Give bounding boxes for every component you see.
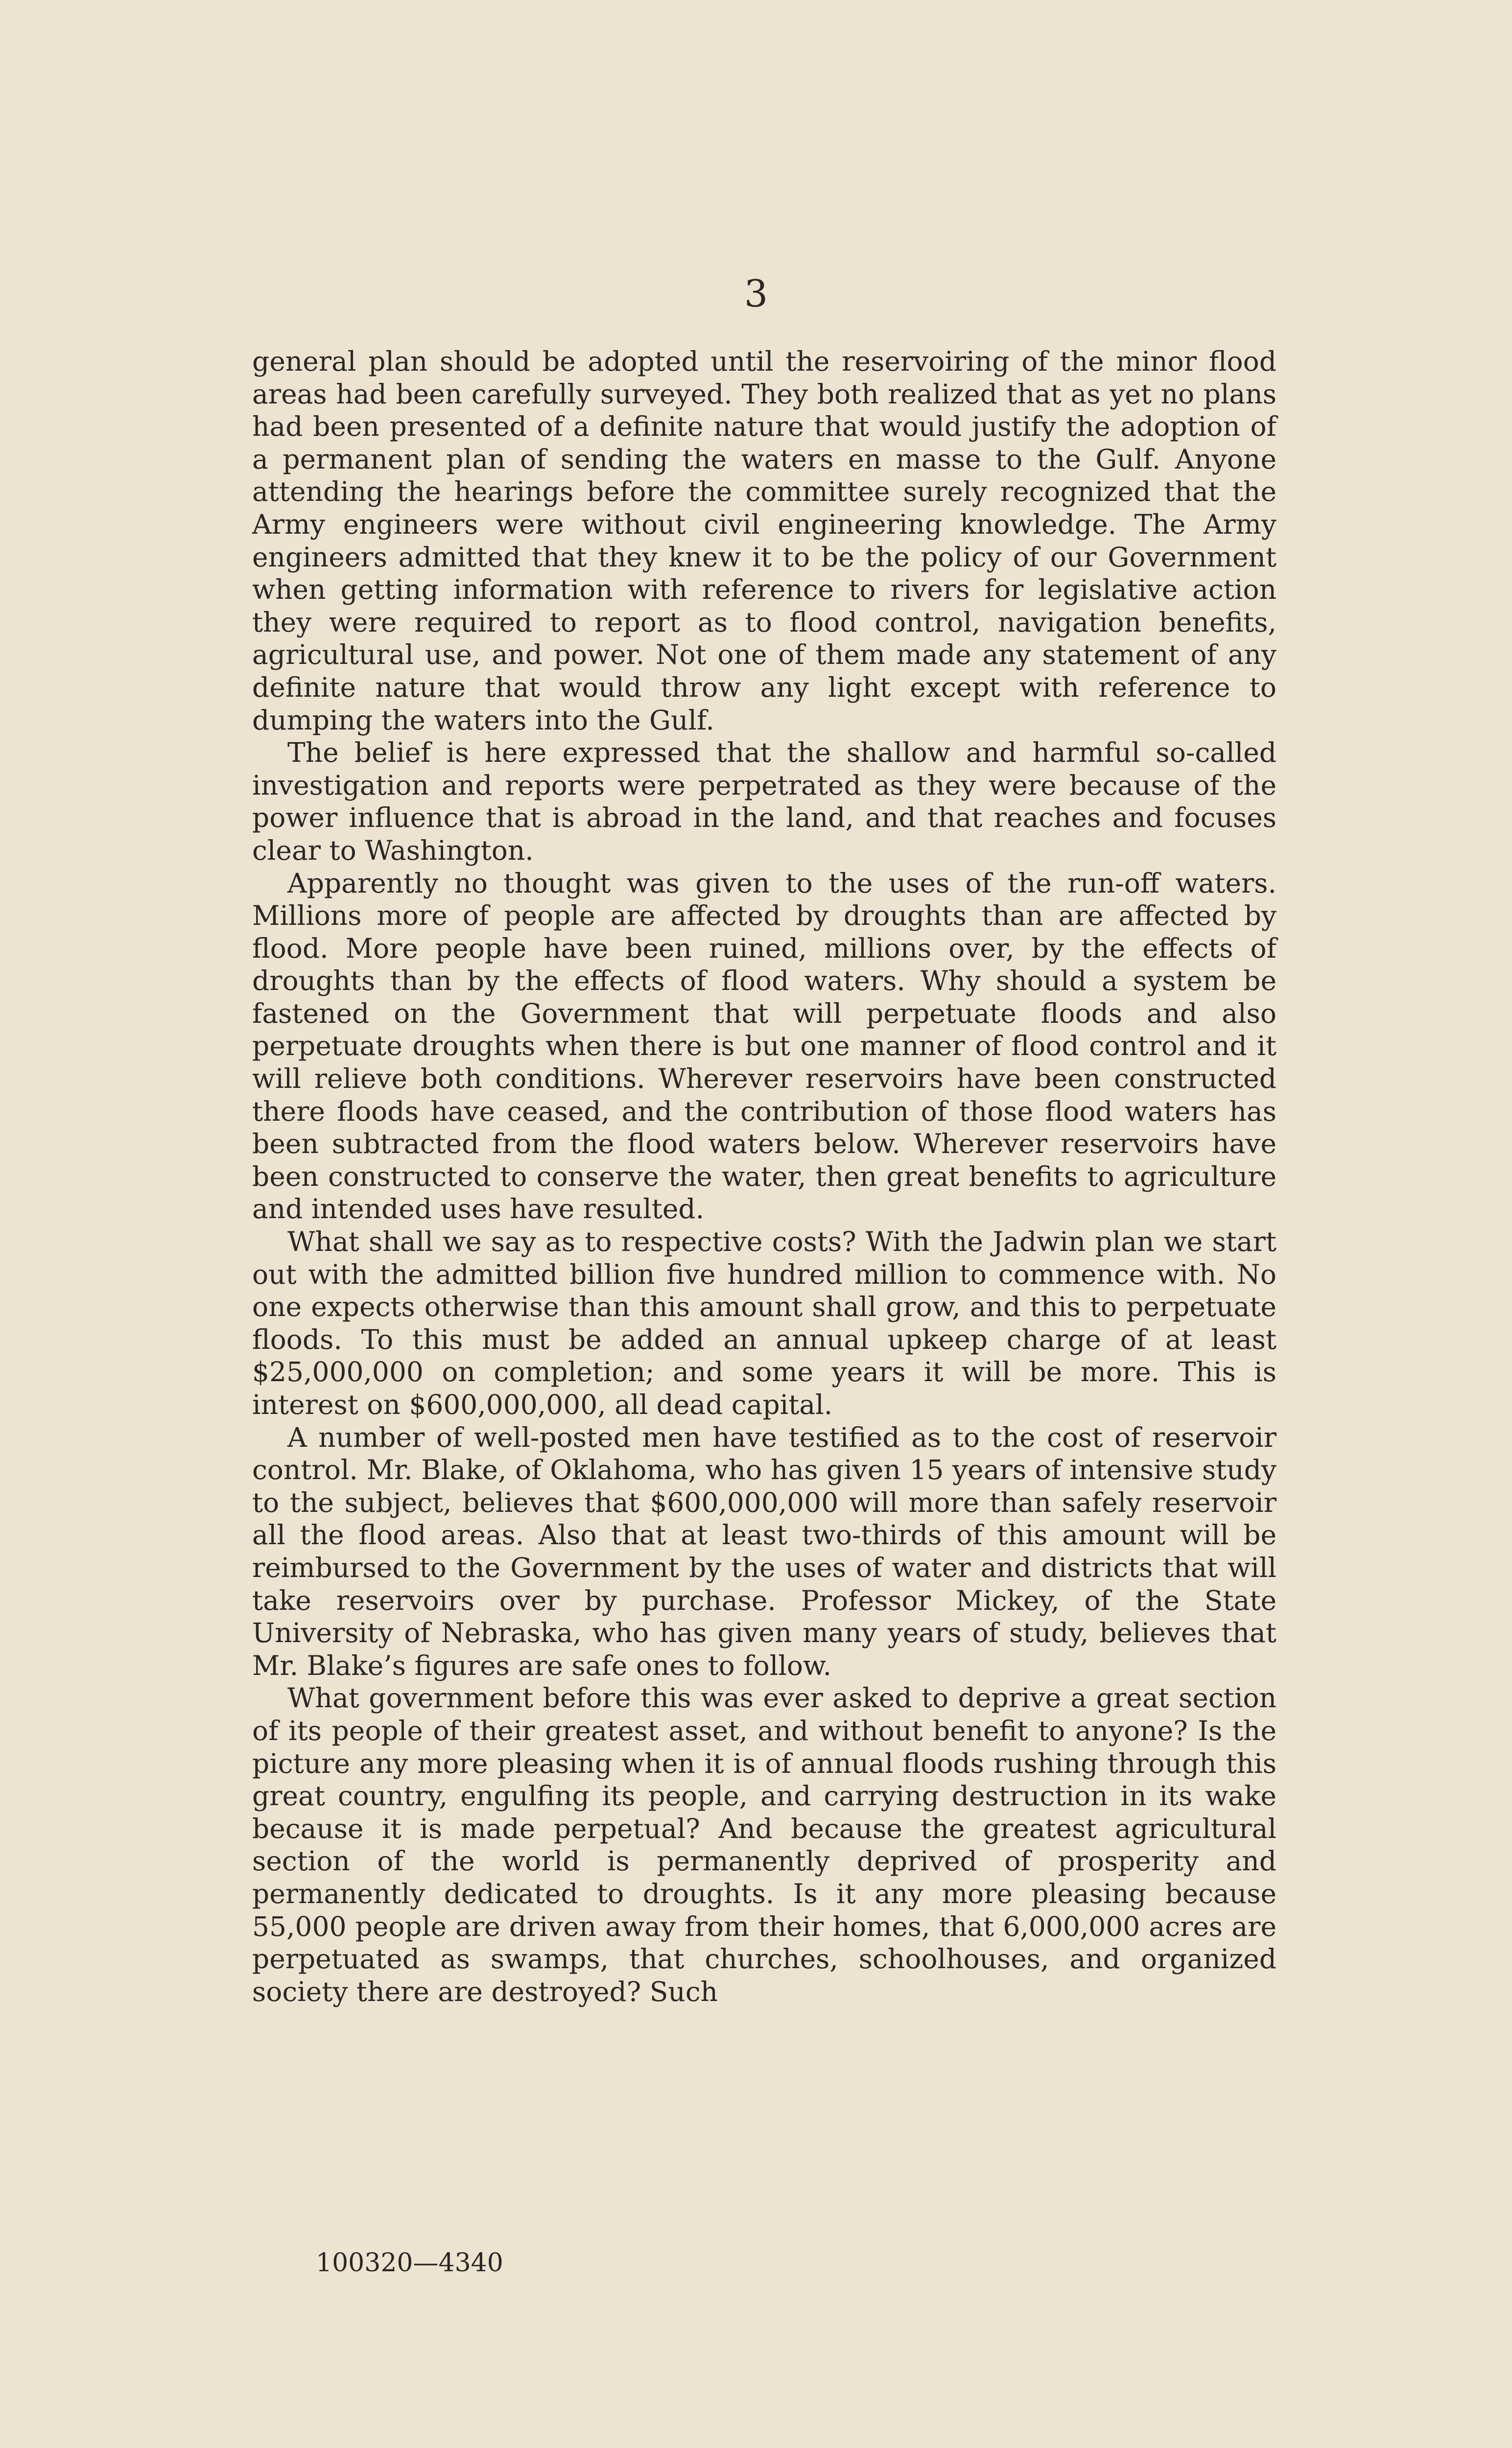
paragraph-4: What shall we say as to respective costs? With the Jadwin plan we start out with the admitted billion five hundred million to commence with. No one expects otherwise than this amount shall grow, and this to perpetuate floods. To this must be added an annual upkeep charge of at least $25,000,000 on completion; and some years it will be more. This is interest on $600,000,000, all dead capital. xyxy=(252,1226,1276,1420)
paragraph-5: A number of well-posted men have testified as to the cost of reservoir control. Mr. Blake, of Oklahoma, who has given 15 years of intensive study to the subject, believes that $600,000,000 will more than safely reservoir all the flood areas. Also that at least two-thirds of this amount will be reimbursed to the Government by the uses of water and districts that will take reservoirs over by purchase. Professor Mickey, of the State University of Nebraska, who has given many years of study, believes that Mr. Blake’s figures are safe ones to follow. xyxy=(252,1421,1276,1681)
body-text xyxy=(252,345,1276,2008)
paragraph-1: general plan should be adopted until the reservoiring of the minor flood areas had been carefully surveyed. They both realized that as yet no plans had been presented of a definite nature that would justify the adoption of a permanent plan of sending the waters en masse to the Gulf. Anyone attending the hearings before the committee surely recognized that the Army engineers were without civil engineering knowledge. The Army engineers admitted that they knew it to be the policy of our Government when getting information with reference to rivers for legislative action they were required to report as to flood control, navigation benefits, agricultural use, and power. Not one of them made any statement of any definite nature that would throw any light except with reference to dumping the waters into the Gulf. xyxy=(252,346,1276,736)
page-number: 3 xyxy=(744,272,768,315)
paragraph-3: Apparently no thought was given to the uses of the run-off waters. Millions more of people are affected by droughts than are affected by flood. More people have been ruined, millions over, by the effects of droughts than by the effects of flood waters. Why should a system be fastened on the Government that will perpetuate floods and also perpetuate droughts when there is but one manner of flood control and it will relieve both conditions. Wherever reservoirs have been constructed there floods have ceased, and the contribution of those flood waters has been subtracted from the flood waters below. Wherever reservoirs have been constructed to conserve the water, then great benefits to agriculture and intended uses have resulted. xyxy=(252,867,1276,1225)
paragraph-6: What government before this was ever asked to deprive a great section of its people of their greatest asset, and without benefit to anyone? Is the picture any more pleasing when it is of annual floods rushing through this great country, engulfing its people, and carrying destruction in its wake because it is made perpetual? And because the greatest agricultural section of the world is permanently deprived of prosperity and permanently dedicated to droughts. Is it any more pleasing because 55,000 people are driven away from their homes, that 6,000,000 acres are perpetuated as swamps, that churches, schoolhouses, and organized society there are destroyed? Such xyxy=(252,1682,1276,2007)
print-job-code: 100320—4340 xyxy=(316,2248,503,2278)
paragraph-2: The belief is here expressed that the shallow and harmful so-called investigation and reports were perpetrated as they were because of the power influence that is abroad in the land, and that reaches and focuses clear to Washington. xyxy=(252,737,1276,866)
